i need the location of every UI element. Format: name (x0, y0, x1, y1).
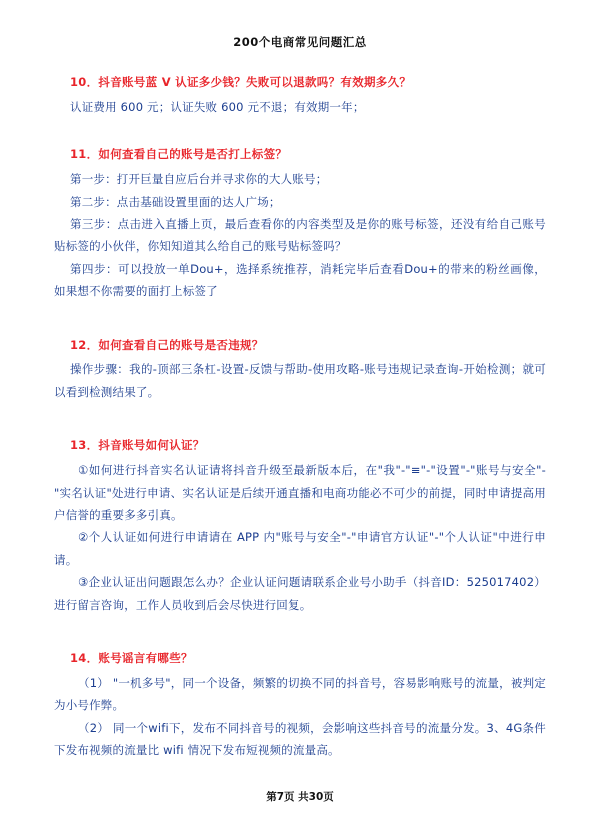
page-footer: 第7页 共30页 (266, 791, 334, 803)
section-13-paragraph-3: ③企业认证出问题跟怎么办？企业认证问题请联系企业号小助手（抖音ID：525017402）进行留言咨询，工作人员收到后会尽快进行回复。 (54, 575, 546, 612)
section-11-paragraph-1: 第一步：打开巨量自应后台并寻求你的大人账号； (70, 172, 328, 187)
section-14-paragraph-2: （2） 同一个wifi下，发布不同抖音号的视频，会影响这些抖音号的流量分发。3、4G条件下发布视频的流量比 wifi 情况下发布短视频的流量高。 (54, 720, 546, 758)
section-11-paragraph-4: 第四步：可以投放一单Dou+，选择系统推荐，消耗完毕后查看Dou+的带来的粉丝画像，如果想不你需要的面打上标签了 (54, 261, 546, 299)
section-13-paragraph-1: ①如何进行抖音实名认证请将抖音升级至最新版本后，在"我"-"≡"-"设置"-"账号与安全"-"实名认证"处进行申请、实名认证是后续开通直播和电商功能必不可少的前提，同时申请提高用户信誉的重要多多引真。 (54, 463, 546, 523)
spacer (54, 407, 546, 421)
section-13 (54, 435, 546, 616)
section-11-heading: 11．如何查看自己的账号是否打上标签？ (70, 147, 288, 162)
section-12 (54, 335, 546, 404)
section-14 (54, 648, 546, 762)
spacer (54, 307, 546, 321)
section-11 (54, 144, 546, 302)
section-11-paragraph-3: 第三步：点击进入直播上页，最后查看你的内容类型及是你的账号标签，还没有给自己账号贴标签的小伙伴，你知知道其么给自己的账号贴标签吗？ (54, 216, 546, 254)
section-11-paragraph-2: 第二步：点击基础设置里面的达人广场； (70, 194, 281, 209)
section-14-paragraph-1: （1） "一机多号"，同一个设备，频繁的切换不同的抖音号，容易影响账号的流量，被判定为小号作弊。 (54, 675, 546, 713)
section-10 (54, 72, 546, 118)
section-14-heading: 14．账号谣言有哪些？ (70, 651, 193, 666)
page-title: 200个电商常见问题汇总 (233, 35, 367, 49)
section-12-paragraph-1: 操作步骤：我的-顶部三条杠-设置-反馈与帮助-使用攻略-账号违规记录查询-开始检测；就可以看到检测结果了。 (54, 362, 546, 399)
section-12-heading: 12．如何查看自己的账号是否违规？ (70, 337, 264, 352)
spacer (54, 122, 546, 130)
section-13-heading: 13．抖音账号如何认证？ (70, 438, 205, 453)
section-13-paragraph-2: ②个人认证如何进行申请请在 APP 内"账号与安全"-"申请官方认证"-"个人认证"中进行申请。 (54, 530, 546, 567)
section-10-heading: 10．抖音账号蓝 V 认证多少钱？失败可以退款吗？有效期多久？ (70, 75, 412, 89)
spacer (54, 620, 546, 634)
section-10-paragraph-1: 认证费用 600 元；认证失败 600 元不退；有效期一年； (70, 99, 365, 114)
